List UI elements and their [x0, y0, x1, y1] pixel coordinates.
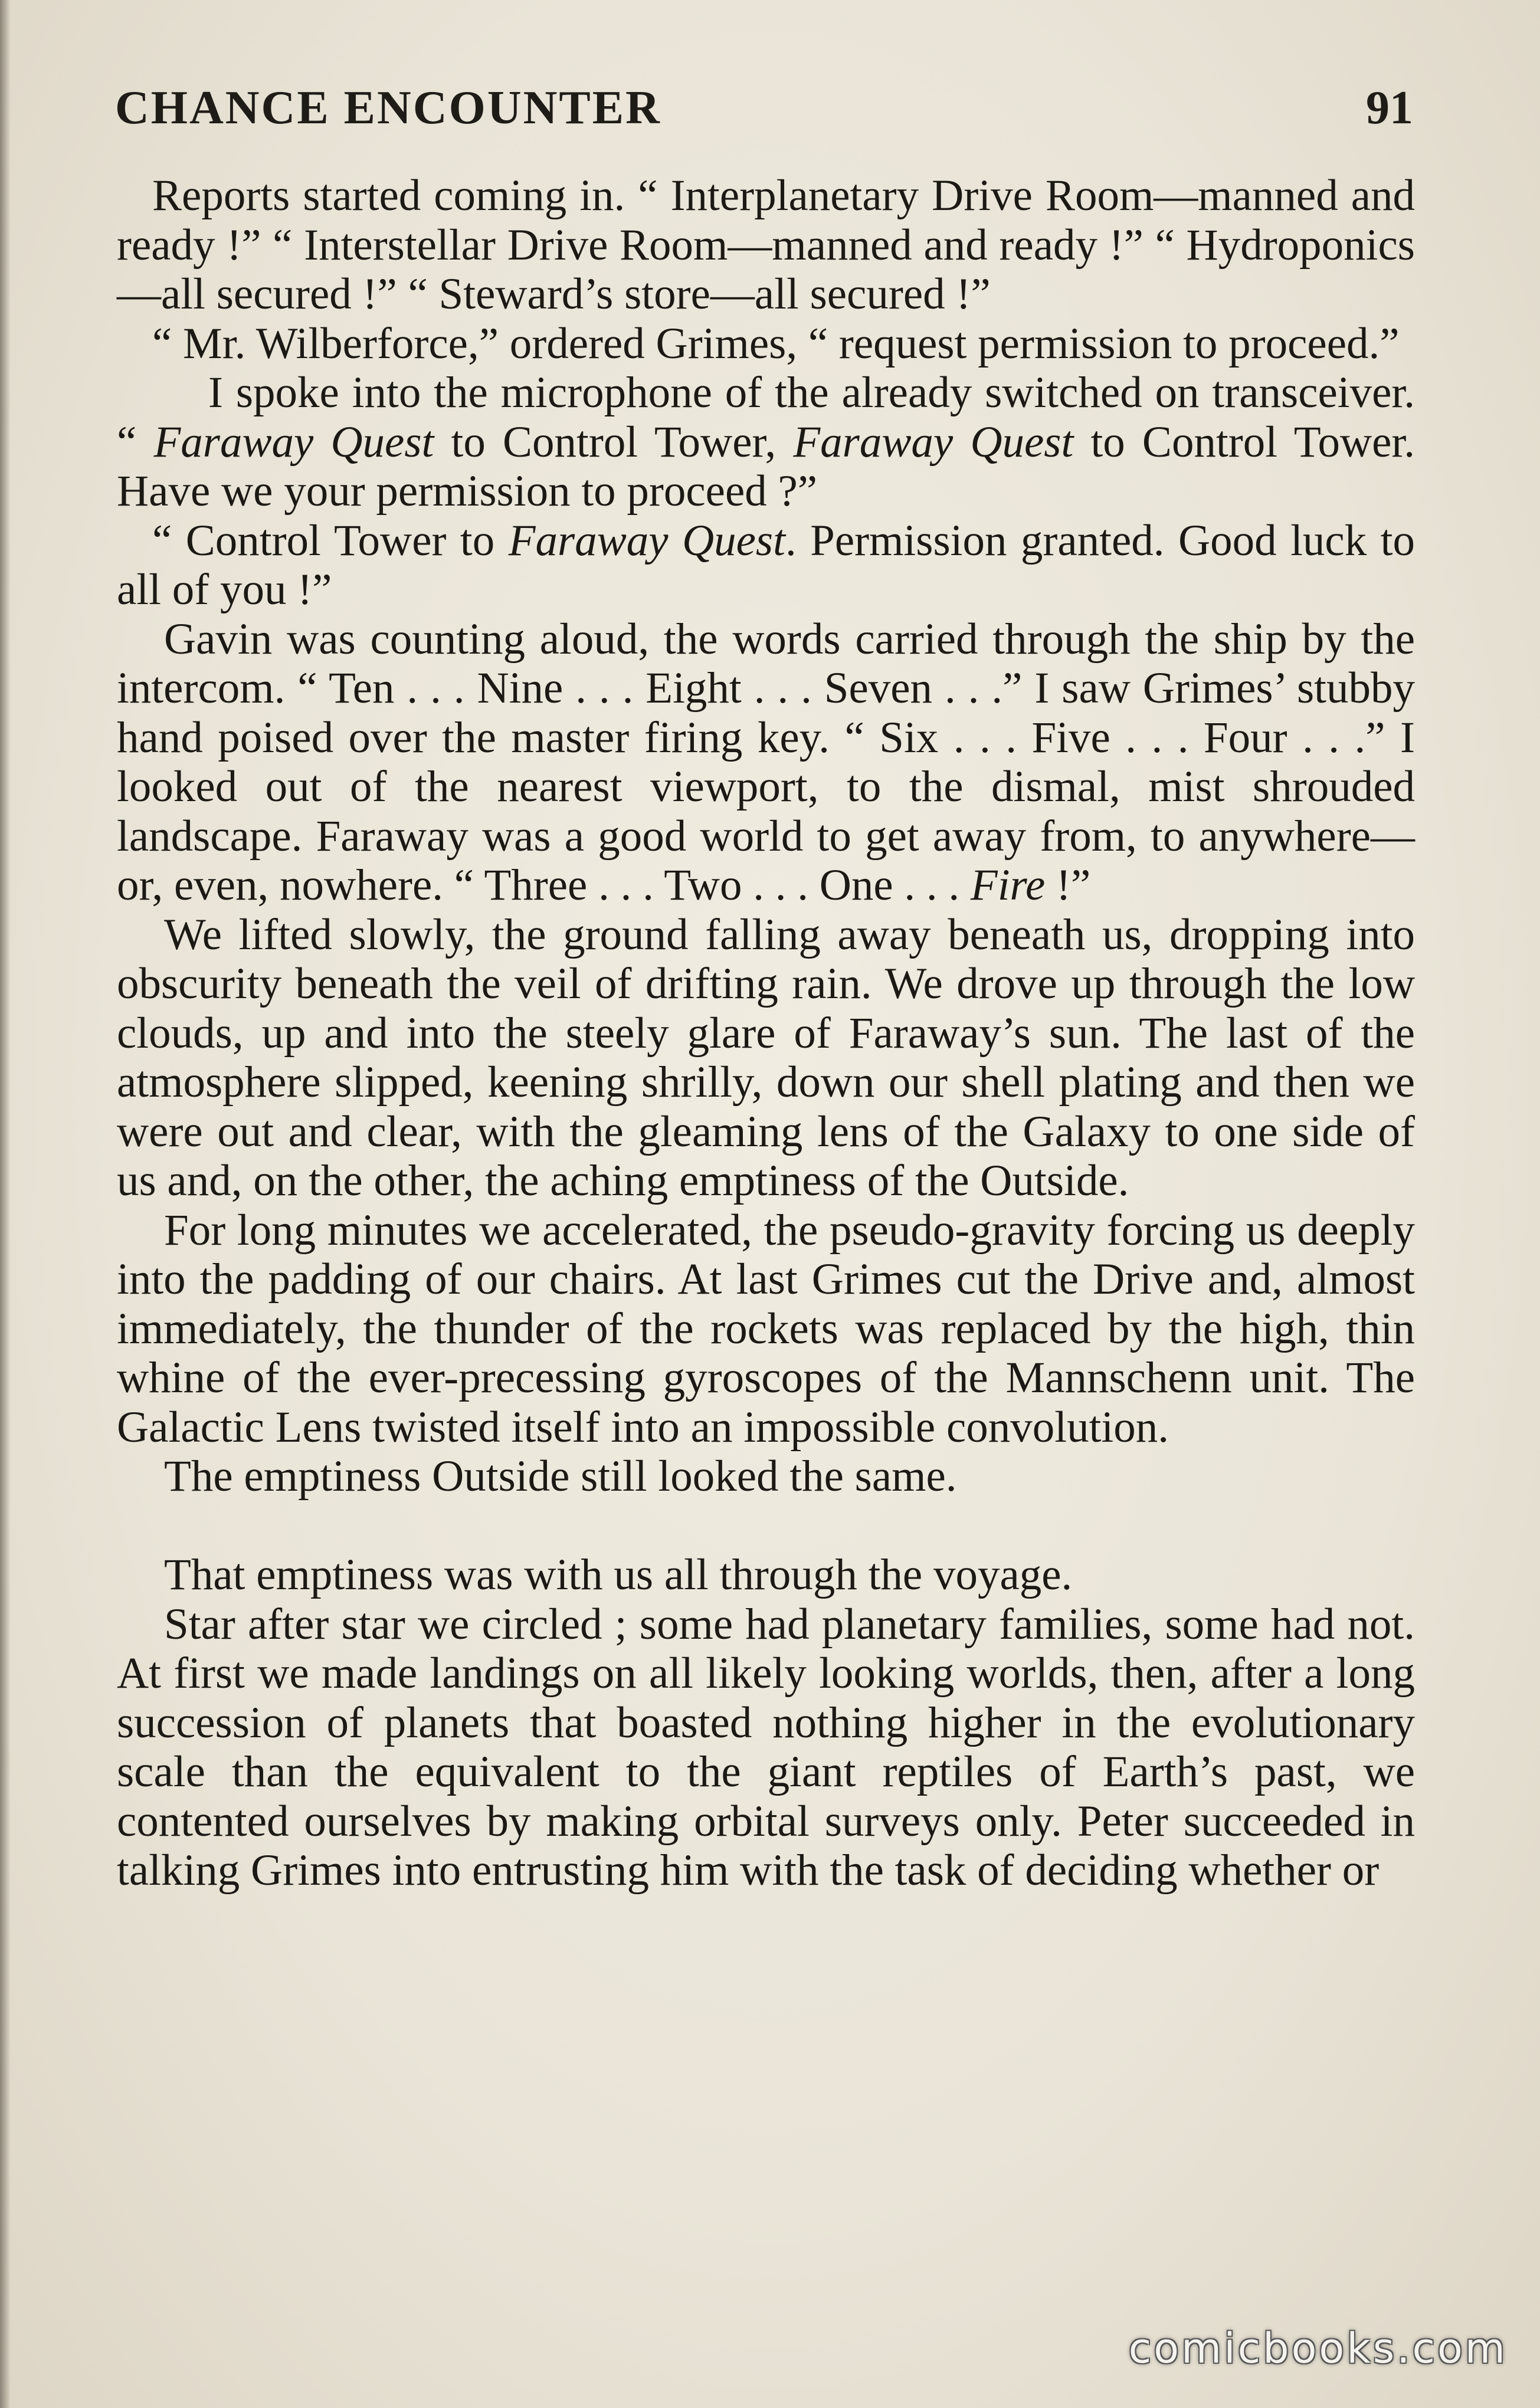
watermark: comicbooks.com	[1128, 2324, 1508, 2373]
text-run: That emptiness was with us all through the voyage.	[164, 1550, 1073, 1599]
paragraph	[117, 910, 1415, 1206]
paragraph	[117, 171, 1415, 319]
text-run: Star after star we circled ; some had planetary families, some had not. At first we made landings on all likely looking worlds, then, after a long succession of planets that boasted nothing higher in the evolutionary scale than the equivalent to the giant reptiles of Earth’s past, we contented ourselves by making orbital surveys only. Peter succeeded in talking Grimes into entrusting him with the task of deciding whether or	[117, 1599, 1415, 1895]
paragraph	[117, 615, 1415, 910]
text-run: Gavin was counting aloud, the words carried through the ship by the intercom. “ Ten . . . Nine . . . Eight . . . Seven . . .” I saw Grimes’ stubby hand poised over the master firing key. “ Six . . . Five . . . Four . . .” I looked out of the nearest viewport, to the dismal, mist shrouded landscape. Faraway was a good world to get away from, to anywhere—or, even, nowhere. “ Three . . . Two . . . One . . .	[117, 614, 1415, 910]
paragraph	[117, 516, 1415, 615]
italic-text: Faraway Quest	[508, 516, 785, 565]
text-run: to Control Tower,	[434, 417, 794, 467]
paragraph	[117, 1550, 1415, 1600]
text-run: “ Control Tower to	[152, 516, 509, 565]
text-run: The emptiness Outside still looked the same.	[164, 1452, 957, 1501]
text-run: . Permission granted. Good luck to all of you !”	[117, 516, 1415, 614]
text-run: I spoke into the microphone of the already switched on transceiver. “	[117, 368, 1415, 467]
italic-text: Faraway Quest	[153, 417, 434, 467]
italic-text: Faraway Quest	[793, 417, 1074, 467]
paragraph	[117, 319, 1415, 369]
text-run: “ Mr. Wilberforce,” ordered Grimes, “ request permission to proceed.”	[152, 319, 1400, 368]
text-run: Reports started coming in. “ Interplanetary Drive Room—manned and ready !” “ Interstellar Drive Room—manned and ready !” “ Hydroponics—all secured !” “ Steward’s store—all secured !”	[117, 171, 1415, 319]
text-run: !”	[1045, 861, 1091, 910]
running-head: CHANCE ENCOUNTER	[115, 82, 661, 134]
paragraph	[117, 1600, 1415, 1895]
paragraph	[117, 368, 1415, 516]
page-header	[115, 81, 1413, 134]
text-run: to Control Tower. Have we your permission to proceed ?”	[117, 417, 1415, 516]
paragraph	[117, 1452, 1415, 1501]
paragraph	[117, 1206, 1415, 1452]
body-text	[117, 171, 1415, 1895]
text-run: We lifted slowly, the ground falling away beneath us, dropping into obscurity beneath the veil of drifting rain. We drove up through the low clouds, up and into the steely glare of Faraway’s sun. The last of the atmosphere slipped, keening shrilly, down our shell plating and then we were out and clear, with the gleaming lens of the Galaxy to one side of us and, on the other, the aching emptiness of the Outside.	[117, 910, 1415, 1205]
text-run: For long minutes we accelerated, the pseudo-gravity forcing us deeply into the padding of our chairs. At last Grimes cut the Drive and, almost immediately, the thunder of the rockets was replaced by the high, thin whine of the ever-precessing gyroscopes of the Mannschenn unit. The Galactic Lens twisted itself into an impossible convolution.	[117, 1205, 1415, 1452]
page-number: 91	[1366, 82, 1413, 134]
italic-text: Fire	[970, 861, 1046, 910]
